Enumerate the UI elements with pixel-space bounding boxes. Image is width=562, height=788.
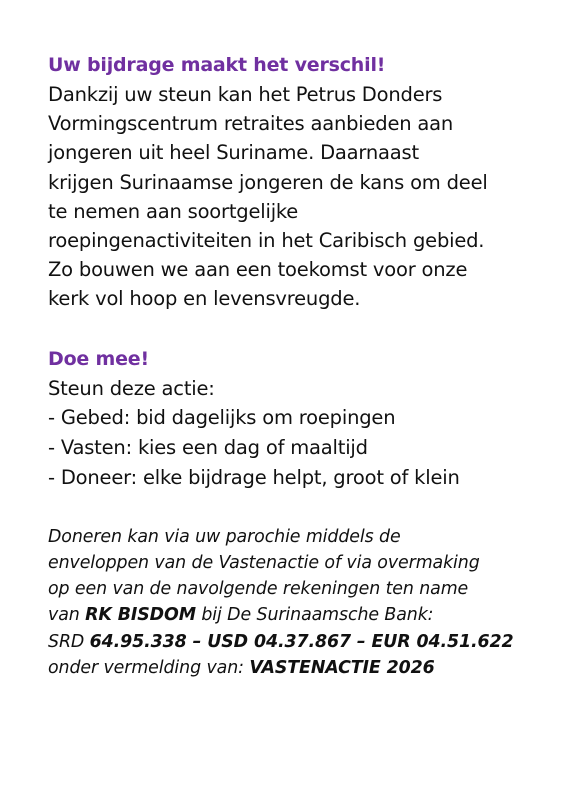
donation-line: op een van de navolgende rekeningen ten name: [48, 579, 469, 600]
donation-note: [48, 524, 548, 681]
paragraph-line: Zo bouwen we aan een toekomst voor onze: [48, 258, 468, 282]
donation-text: van: [48, 605, 86, 626]
eur-account-number: 04.51.622: [416, 631, 514, 652]
contribution-heading: Uw bijdrage maakt het verschil!: [48, 54, 386, 76]
donation-text: bij De Surinaamsche Bank:: [195, 605, 434, 626]
srd-account-number: 64.95.338: [89, 631, 187, 652]
paragraph-line: roepingenactiviteiten in het Caribisch gebied.: [48, 229, 485, 253]
flyer-page: [48, 50, 548, 681]
reference-prefix: onder vermelding van:: [48, 657, 250, 678]
join-intro-text: Steun deze actie:: [48, 376, 215, 400]
paragraph-line: Dankzij uw steun kan het Petrus Donders: [48, 83, 443, 106]
list-item: - Gebed: bid dagelijks om roepingen: [48, 405, 396, 429]
action-list: [48, 403, 548, 493]
account-name: RK BISDOM: [85, 605, 196, 626]
paragraph-line: Vormingscentrum retraites aanbieden aan: [48, 112, 454, 136]
paragraph-line: te nemen aan soortgelijke: [48, 199, 299, 223]
usd-separator: – USD: [186, 631, 254, 652]
join-heading: Doe mee!: [48, 347, 149, 370]
payment-reference: VASTENACTIE 2026: [249, 657, 435, 678]
donation-line: enveloppen van de Vastenactie of via overmaking: [48, 553, 480, 574]
paragraph-line: jongeren uit heel Suriname. Daarnaast: [48, 141, 419, 165]
usd-account-number: 04.37.867: [253, 631, 351, 652]
paragraph-line: kerk vol hoop en levensvreugde.: [48, 287, 361, 311]
donation-line: Doneren kan via uw parochie middels de: [48, 526, 401, 547]
eur-separator: – EUR: [350, 631, 417, 652]
reference-line: [48, 655, 548, 681]
list-item: - Vasten: kies een dag of maaltijd: [48, 435, 368, 459]
list-item: - Doneer: elke bijdrage helpt, groot of klein: [48, 465, 460, 489]
contribution-section: [48, 50, 548, 314]
account-numbers-line: [48, 629, 548, 655]
join-section: [48, 344, 548, 493]
donation-line: [48, 602, 548, 628]
contribution-paragraph: [48, 80, 548, 314]
paragraph-line: krijgen Surinaamse jongeren de kans om deel: [48, 170, 488, 194]
srd-label: SRD: [48, 631, 90, 652]
join-intro: [48, 374, 548, 403]
